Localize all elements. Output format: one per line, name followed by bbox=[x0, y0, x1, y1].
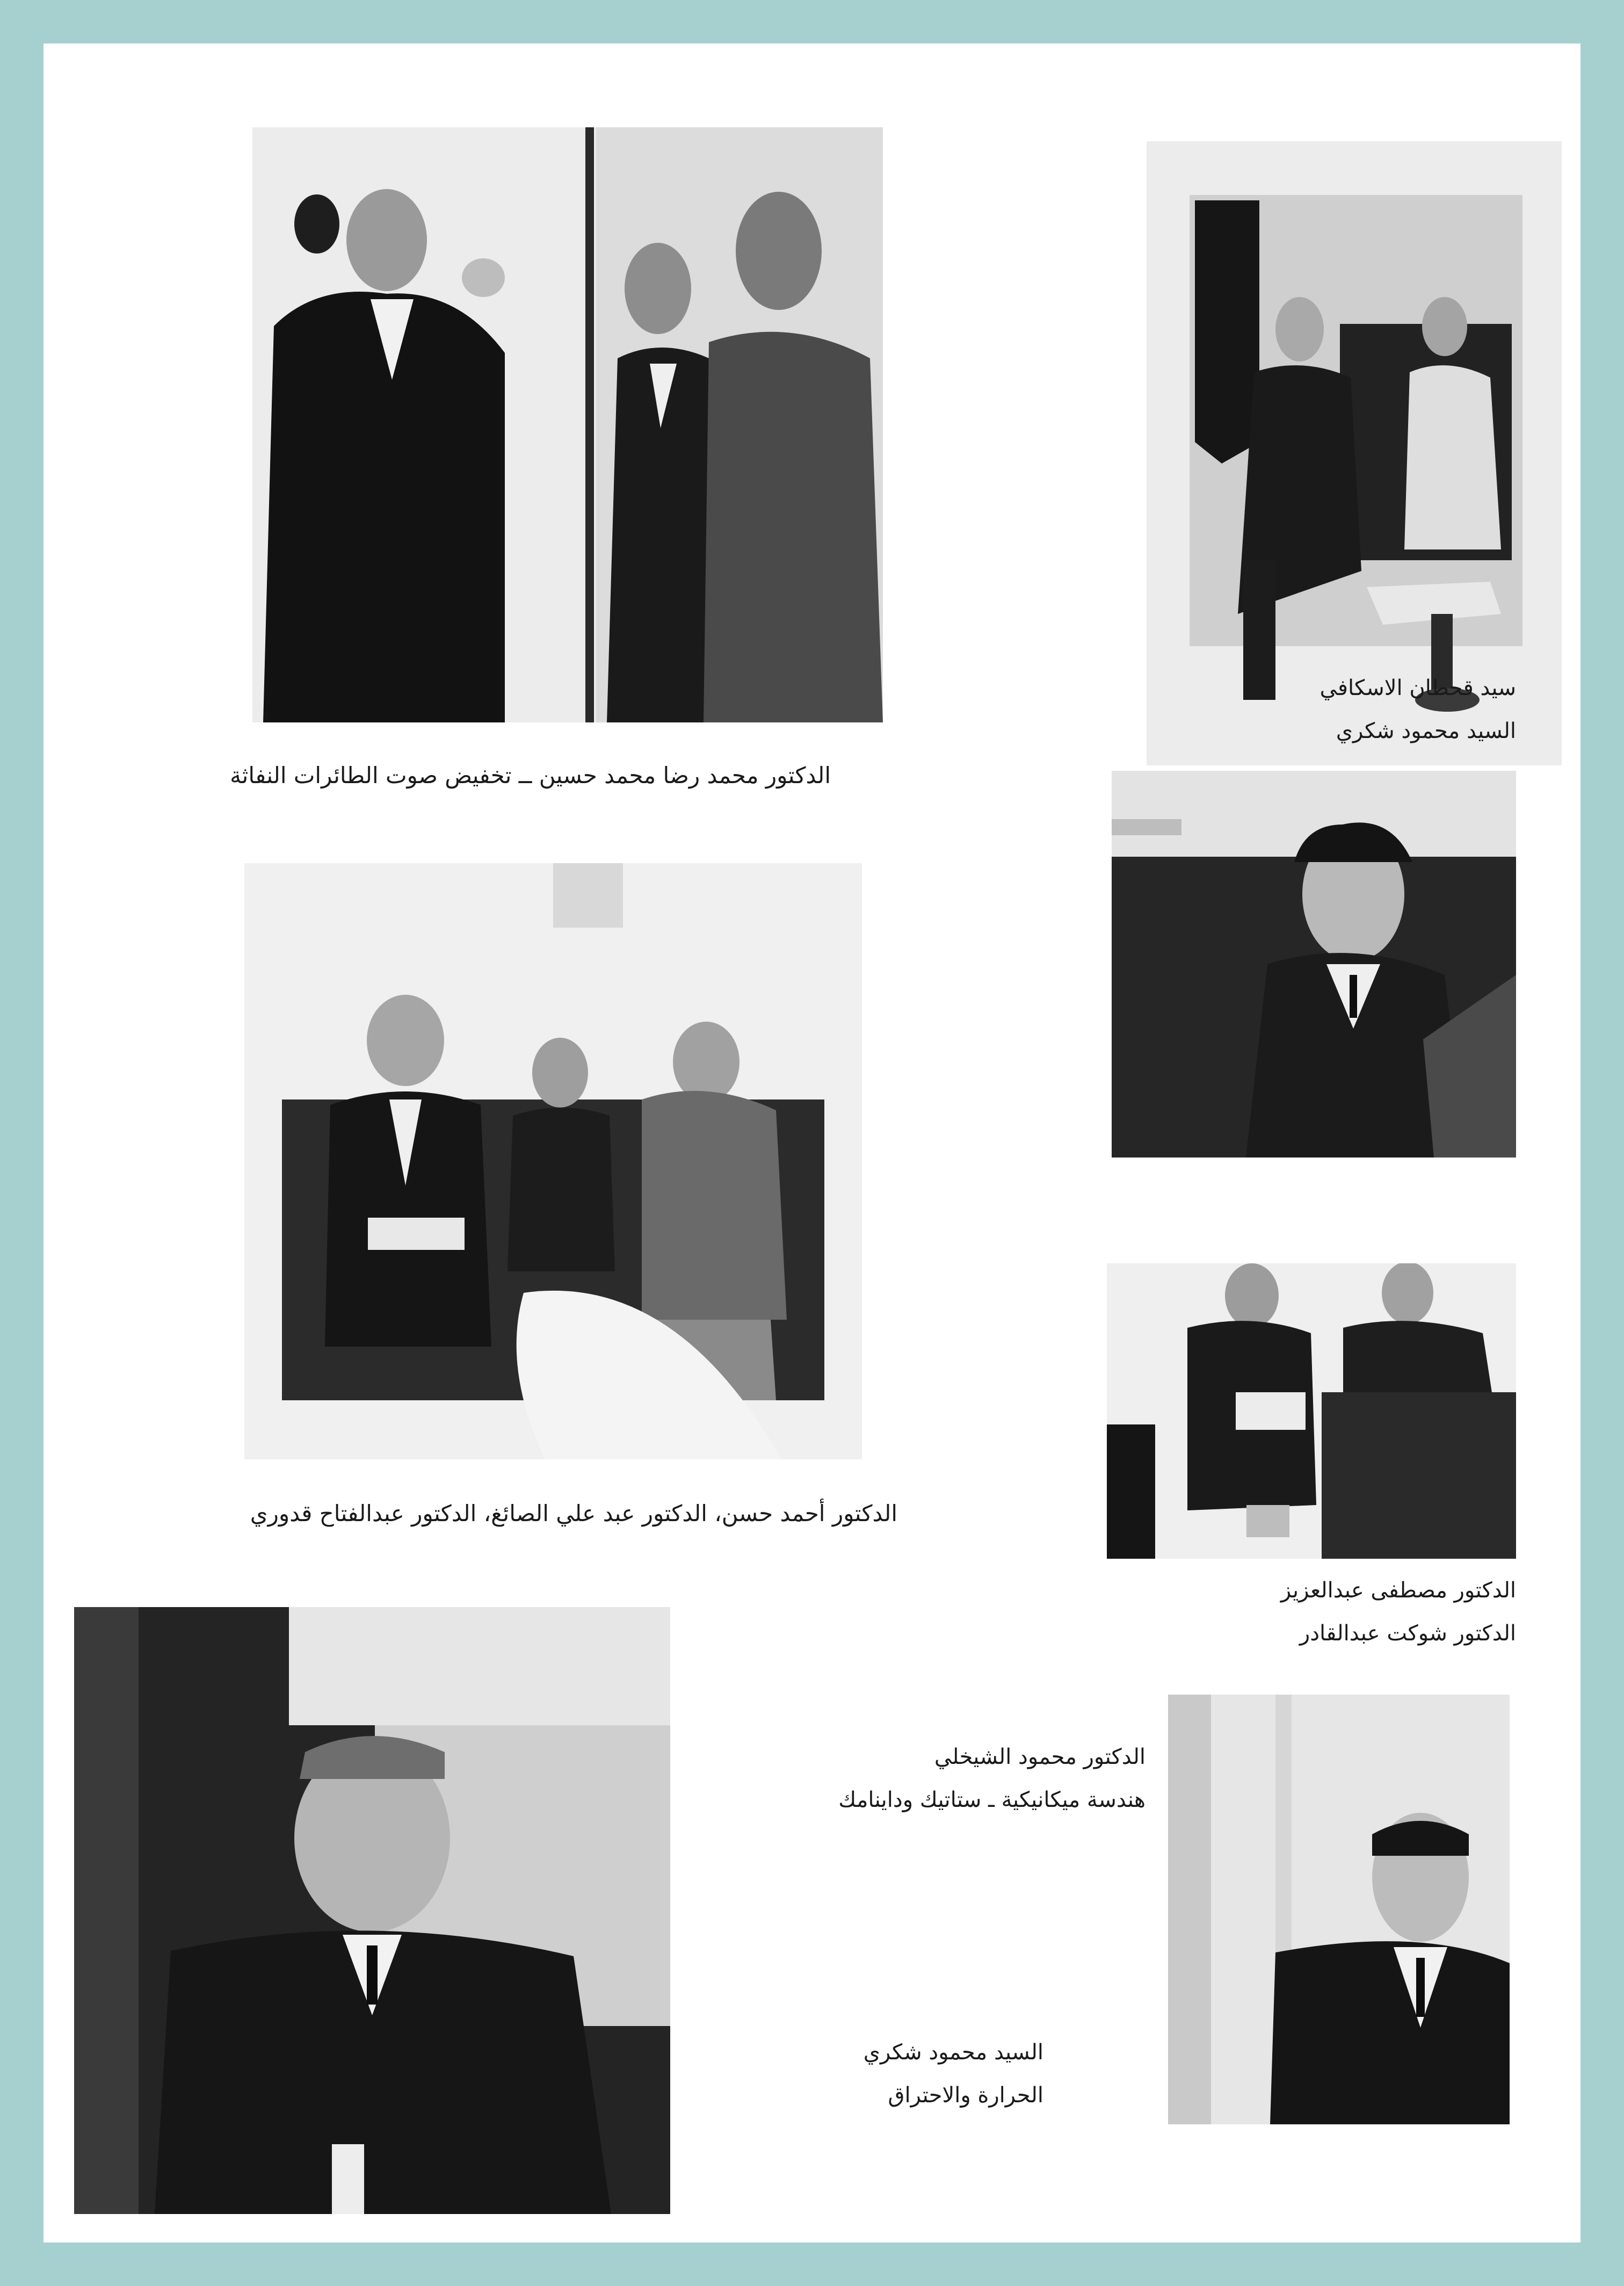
photo-suit-portrait-scene bbox=[1168, 1695, 1510, 2124]
caption-top-left: الدكتور محمد رضا محمد حسين ــ تخفيض صوت الطائرات النفاثة bbox=[230, 762, 831, 788]
photo-three-men-scene bbox=[244, 863, 862, 1459]
photo-young-man-portrait bbox=[1112, 771, 1516, 1158]
photo-older-man-portrait bbox=[74, 1607, 670, 2214]
photo-lecturer-scene bbox=[252, 127, 883, 722]
photo-desk-scene bbox=[1107, 1263, 1516, 1559]
caption-top-right-line1: سيد قحطان الاسكافي bbox=[1320, 676, 1516, 700]
caption-top-right bbox=[1320, 667, 1516, 753]
photo-young-man-suit-portrait bbox=[1168, 1695, 1510, 2124]
caption-middle-right-line1: الدكتور مصطفى عبدالعزيز bbox=[1280, 1578, 1516, 1603]
document-page bbox=[44, 44, 1581, 2242]
caption-bottom-center-top-line2: هندسة ميكانيكية ـ ستاتيك وداينامك bbox=[838, 1788, 1146, 1812]
photo-three-seated-men bbox=[244, 863, 862, 1459]
caption-bottom-center-top bbox=[838, 1735, 1146, 1821]
caption-middle-left: الدكتور أحمد حسن، الدكتور عبد علي الصائغ، الدكتور عبدالفتاح قدوري bbox=[250, 1500, 897, 1527]
caption-middle-right-line2: الدكتور شوكت عبدالقادر bbox=[1299, 1621, 1516, 1646]
caption-bottom-center-bottom-line1: السيد محمود شكري bbox=[863, 2040, 1043, 2065]
photo-portrait-scene bbox=[1112, 771, 1516, 1158]
photo-two-men-at-desk bbox=[1107, 1263, 1516, 1559]
caption-middle-right bbox=[1281, 1569, 1516, 1655]
caption-bottom-center-bottom bbox=[864, 2031, 1043, 2117]
photo-older-man-scene bbox=[74, 1607, 670, 2214]
caption-bottom-center-bottom-line2: الحرارة والاحتراق bbox=[888, 2083, 1043, 2108]
photo-lecturer-with-students bbox=[252, 127, 883, 722]
caption-bottom-center-top-line1: الدكتور محمود الشيخلي bbox=[934, 1745, 1146, 1769]
caption-top-right-line2: السيد محمود شكري bbox=[1336, 719, 1516, 743]
